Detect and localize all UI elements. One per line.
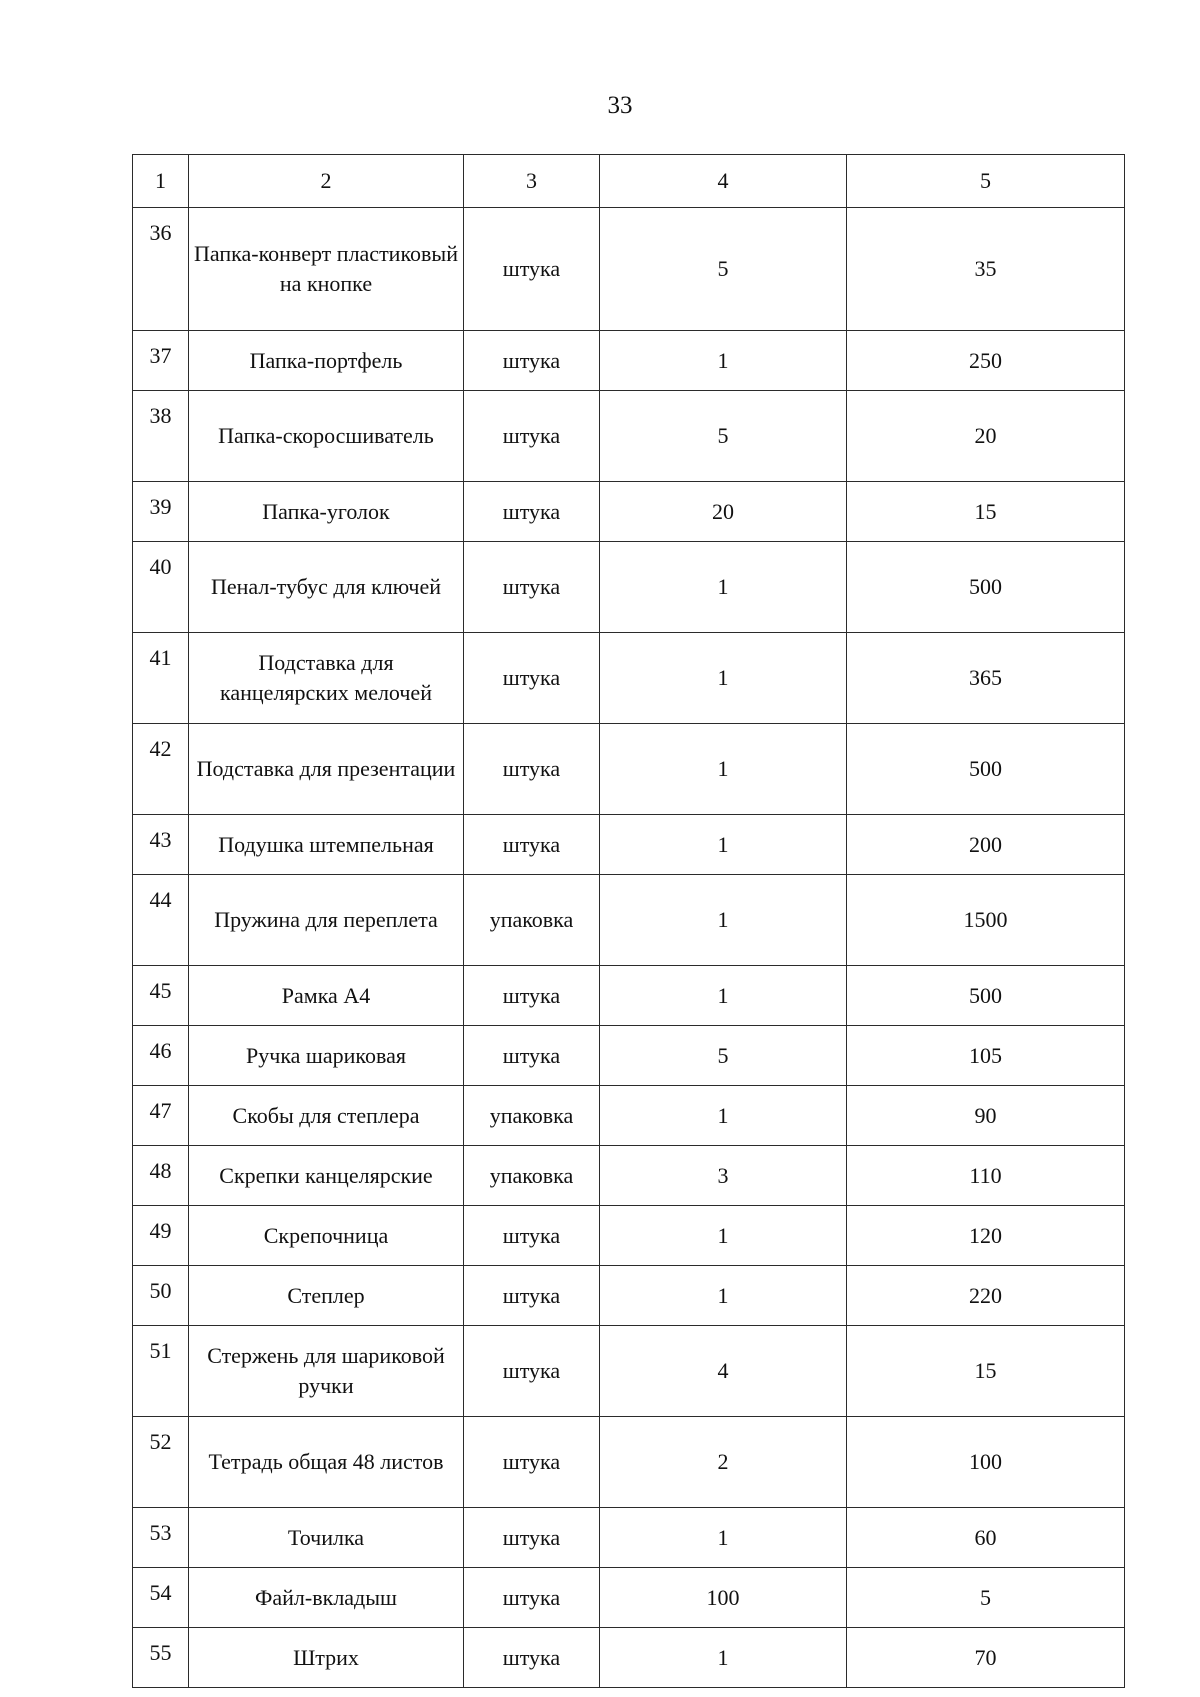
quantity-cell: 1 [600, 542, 847, 633]
quantity-cell: 20 [600, 482, 847, 542]
quantity-cell: 1 [600, 1266, 847, 1326]
row-number-cell: 49 [133, 1206, 189, 1266]
row-number-cell: 45 [133, 966, 189, 1026]
items-table-body [133, 155, 1125, 1688]
row-number-cell: 41 [133, 633, 189, 724]
column-number-5: 5 [847, 155, 1125, 208]
quantity-cell: 100 [600, 1568, 847, 1628]
item-name-cell: Файл-вкладыш [189, 1568, 464, 1628]
item-name-cell: Степлер [189, 1266, 464, 1326]
item-name-cell: Папка-скоросшиватель [189, 391, 464, 482]
price-cell: 365 [847, 633, 1125, 724]
quantity-cell: 5 [600, 208, 847, 331]
row-number-cell: 54 [133, 1568, 189, 1628]
item-name-cell: Подставка для презентации [189, 724, 464, 815]
table-row [133, 875, 1125, 966]
price-cell: 90 [847, 1086, 1125, 1146]
item-name-cell: Папка-портфель [189, 331, 464, 391]
items-table [132, 154, 1125, 1688]
unit-cell: штука [464, 1266, 600, 1326]
table-row [133, 1417, 1125, 1508]
quantity-cell: 1 [600, 966, 847, 1026]
price-cell: 250 [847, 331, 1125, 391]
table-row [133, 1628, 1125, 1688]
price-cell: 105 [847, 1026, 1125, 1086]
row-number-cell: 42 [133, 724, 189, 815]
table-row [133, 331, 1125, 391]
item-name-cell: Скрепочница [189, 1206, 464, 1266]
price-cell: 70 [847, 1628, 1125, 1688]
row-number-cell: 43 [133, 815, 189, 875]
item-name-cell: Стержень для шариковой ручки [189, 1326, 464, 1417]
column-number-4: 4 [600, 155, 847, 208]
unit-cell: упаковка [464, 1086, 600, 1146]
unit-cell: штука [464, 724, 600, 815]
column-number-3: 3 [464, 155, 600, 208]
table-row [133, 966, 1125, 1026]
unit-cell: штука [464, 208, 600, 331]
unit-cell: штука [464, 1026, 600, 1086]
column-number-1: 1 [133, 155, 189, 208]
price-cell: 20 [847, 391, 1125, 482]
quantity-cell: 1 [600, 724, 847, 815]
row-number-cell: 48 [133, 1146, 189, 1206]
unit-cell: штука [464, 482, 600, 542]
row-number-cell: 51 [133, 1326, 189, 1417]
unit-cell: штука [464, 1326, 600, 1417]
quantity-cell: 1 [600, 1508, 847, 1568]
unit-cell: штука [464, 1417, 600, 1508]
quantity-cell: 1 [600, 1086, 847, 1146]
quantity-cell: 5 [600, 1026, 847, 1086]
table-row [133, 1326, 1125, 1417]
quantity-cell: 1 [600, 1628, 847, 1688]
quantity-cell: 1 [600, 1206, 847, 1266]
price-cell: 60 [847, 1508, 1125, 1568]
quantity-cell: 2 [600, 1417, 847, 1508]
table-row [133, 542, 1125, 633]
price-cell: 15 [847, 482, 1125, 542]
table-row [133, 1508, 1125, 1568]
item-name-cell: Скобы для степлера [189, 1086, 464, 1146]
unit-cell: штука [464, 391, 600, 482]
row-number-cell: 47 [133, 1086, 189, 1146]
unit-cell: штука [464, 331, 600, 391]
price-cell: 15 [847, 1326, 1125, 1417]
unit-cell: штука [464, 1568, 600, 1628]
item-name-cell: Пружина для переплета [189, 875, 464, 966]
table-row [133, 724, 1125, 815]
unit-cell: штука [464, 1628, 600, 1688]
page-number: 33 [607, 92, 633, 119]
table-row [133, 1266, 1125, 1326]
quantity-cell: 1 [600, 633, 847, 724]
price-cell: 110 [847, 1146, 1125, 1206]
table-row [133, 633, 1125, 724]
table-row [133, 1026, 1125, 1086]
table-row [133, 1206, 1125, 1266]
table-row [133, 1086, 1125, 1146]
unit-cell: упаковка [464, 875, 600, 966]
table-row [133, 1568, 1125, 1628]
row-number-cell: 37 [133, 331, 189, 391]
unit-cell: упаковка [464, 1146, 600, 1206]
row-number-cell: 40 [133, 542, 189, 633]
item-name-cell: Пенал-тубус для ключей [189, 542, 464, 633]
price-cell: 35 [847, 208, 1125, 331]
price-cell: 500 [847, 542, 1125, 633]
price-cell: 500 [847, 966, 1125, 1026]
item-name-cell: Рамка А4 [189, 966, 464, 1026]
price-cell: 220 [847, 1266, 1125, 1326]
row-number-cell: 53 [133, 1508, 189, 1568]
row-number-cell: 38 [133, 391, 189, 482]
unit-cell: штука [464, 1206, 600, 1266]
row-number-cell: 44 [133, 875, 189, 966]
row-number-cell: 46 [133, 1026, 189, 1086]
column-number-row [133, 155, 1125, 208]
quantity-cell: 3 [600, 1146, 847, 1206]
unit-cell: штука [464, 1508, 600, 1568]
item-name-cell: Ручка шариковая [189, 1026, 464, 1086]
item-name-cell: Тетрадь общая 48 листов [189, 1417, 464, 1508]
price-cell: 100 [847, 1417, 1125, 1508]
item-name-cell: Подушка штемпельная [189, 815, 464, 875]
item-name-cell: Папка-уголок [189, 482, 464, 542]
row-number-cell: 55 [133, 1628, 189, 1688]
unit-cell: штука [464, 966, 600, 1026]
quantity-cell: 1 [600, 875, 847, 966]
price-cell: 200 [847, 815, 1125, 875]
price-cell: 500 [847, 724, 1125, 815]
table-row [133, 482, 1125, 542]
price-cell: 5 [847, 1568, 1125, 1628]
item-name-cell: Подставка для канцелярских мелочей [189, 633, 464, 724]
item-name-cell: Скрепки канцелярские [189, 1146, 464, 1206]
row-number-cell: 36 [133, 208, 189, 331]
row-number-cell: 39 [133, 482, 189, 542]
table-row [133, 208, 1125, 331]
unit-cell: штука [464, 633, 600, 724]
table-row [133, 815, 1125, 875]
column-number-2: 2 [189, 155, 464, 208]
quantity-cell: 1 [600, 815, 847, 875]
row-number-cell: 50 [133, 1266, 189, 1326]
quantity-cell: 4 [600, 1326, 847, 1417]
item-name-cell: Папка-конверт пластиковый на кнопке [189, 208, 464, 331]
table-row [133, 391, 1125, 482]
quantity-cell: 5 [600, 391, 847, 482]
price-cell: 1500 [847, 875, 1125, 966]
item-name-cell: Точилка [189, 1508, 464, 1568]
table-row [133, 1146, 1125, 1206]
quantity-cell: 1 [600, 331, 847, 391]
row-number-cell: 52 [133, 1417, 189, 1508]
item-name-cell: Штрих [189, 1628, 464, 1688]
price-cell: 120 [847, 1206, 1125, 1266]
unit-cell: штука [464, 542, 600, 633]
unit-cell: штука [464, 815, 600, 875]
